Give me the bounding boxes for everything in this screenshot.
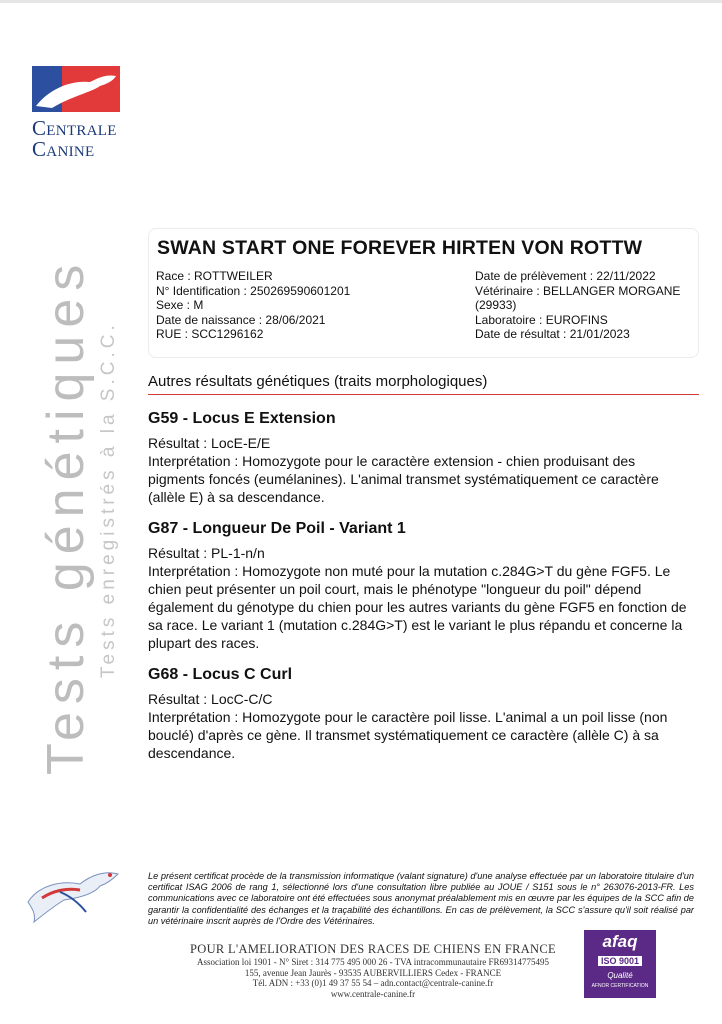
result-value: Résultat : PL-1-n/n <box>148 545 265 561</box>
footer-legal-ids: Association loi 1901 - N° Siret : 314 775 495 000 26 - TVA intracommunautaire FR69314775495 <box>197 957 549 967</box>
result-item <box>148 666 693 762</box>
result-interpretation: Interprétation : Homozygote pour le caractère poil lisse. L'animal a un poil lisse (non bouclé) d'après ce gène. Il transmet systématiquement ce caractère (allèle C) à sa descendance. <box>148 709 668 761</box>
identification-number: N° Identification : 250269590601201 <box>156 283 351 298</box>
iso-norm: ISO 9001 <box>598 956 642 966</box>
afnor-label: AFNOR CERTIFICATION <box>591 983 649 989</box>
result-date: Date de résultat : 21/01/2023 <box>475 327 630 341</box>
afaq-iso-badge <box>584 930 656 998</box>
rue-number: RUE : SCC1296162 <box>156 327 264 341</box>
legal-notice: Le présent certificat procède de la transmission informatique (valant signature) d'une analyse effectuée par un laboratoire titulaire d'un certificat ISAG 2006 de rang 1, sélectionné lors d'une consultation libre publiée au JOUE / S151 sous le n° 263076-2013-FR. Les communications avec ce laboratoire ont été effectuées sous anonymat préalablement mis en œuvre par les équipes de la SCC afin de garantir la confidentialité des échanges et la traçabilité des échantillons. En cas de prélèvement, la SCC s'assure qu'il soit réalisé par un vétérinaire inscrit auprès de l'Ordre des Vétérinaires. <box>148 871 694 926</box>
brand-line1: Centrale <box>32 116 117 140</box>
section-title: Autres résultats génétiques (traits morphologiques) <box>148 373 488 390</box>
running-dog-illustration <box>20 862 125 926</box>
quality-label: Qualité <box>607 971 633 980</box>
birth-date: Date de naissance : 28/06/2021 <box>156 312 326 327</box>
footer-street: 155, avenue Jean Jaurès - 93535 AUBERVILLIERS Cedex - FRANCE <box>244 967 502 978</box>
afaq-brand: afaq <box>602 932 638 951</box>
footer-address <box>168 942 578 999</box>
result-interpretation: Interprétation : Homozygote pour le caractère extension - chien produisant des pigments foncés (eumélanines). L'animal transmet systématiquement ce caractère (allèle E) à sa descendance. <box>148 453 659 505</box>
sex: Sexe : M <box>156 298 204 312</box>
result-item <box>148 410 693 506</box>
result-value: Résultat : LocE-E/E <box>148 435 271 451</box>
top-border <box>0 0 722 3</box>
dog-name: SWAN START ONE FOREVER HIRTEN VON ROTTW <box>157 237 643 259</box>
dog-identity-box <box>148 228 699 358</box>
side-subtitle: Tests enregistrés à la S.C.C. <box>98 321 119 678</box>
result-value: Résultat : LocC-C/C <box>148 691 273 707</box>
brand-line2: Canine <box>32 137 95 161</box>
footer-slogan: POUR L'AMELIORATION DES RACES DE CHIENS EN FRANCE <box>190 942 556 956</box>
identity-right-column <box>475 269 697 342</box>
centrale-canine-logo <box>32 66 124 160</box>
footer-phone-email: Tél. ADN : +33 (0)1 49 37 55 54 – adn.contact@centrale-canine.fr <box>252 978 494 988</box>
section-divider <box>148 394 699 395</box>
result-interpretation: Interprétation : Homozygote non muté pour la mutation c.284G>T du gène FGF5. Le chien peut présenter un poil court, mais le phénotype "longueur du poil" dépend également du génotype du chien pour les autres variants du gène FGF5 en fonction de sa race. Le variant 1 (mutation c.284G>T) est le variant le plus répandu et concerne la plupart des races. <box>148 563 687 651</box>
sample-date: Date de prélèvement : 22/11/2022 <box>475 269 656 283</box>
result-title: G87 - Longueur De Poil - Variant 1 <box>148 520 406 537</box>
identity-left-column <box>156 269 456 342</box>
result-item <box>148 520 693 652</box>
result-title: G59 - Locus E Extension <box>148 410 336 427</box>
dog-flag-icon <box>32 66 120 112</box>
veterinarian-number: (29933) <box>475 298 517 312</box>
results-list <box>148 410 693 776</box>
breed: Race : ROTTWEILER <box>156 269 273 283</box>
laboratory: Laboratoire : EUROFINS <box>475 312 608 327</box>
result-title: G68 - Locus C Curl <box>148 666 293 683</box>
footer-website: www.centrale-canine.fr <box>330 988 416 999</box>
side-title: Tests génétiques <box>37 256 95 775</box>
veterinarian: Vétérinaire : BELLANGER MORGANE <box>475 283 681 298</box>
